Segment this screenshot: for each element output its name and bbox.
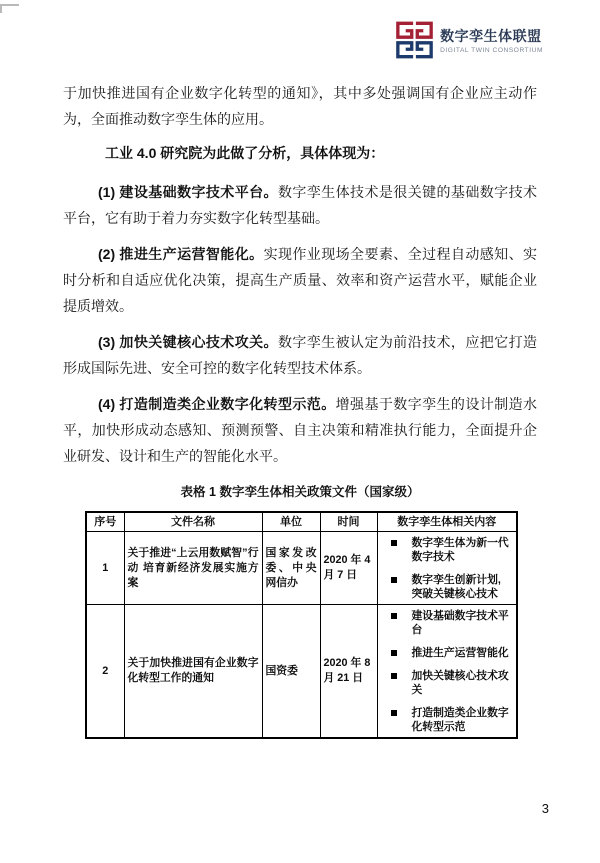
logo-subtitle: DIGITAL TWIN CONSORTIUM bbox=[440, 46, 543, 54]
bullet-item bbox=[391, 669, 515, 697]
row1-content bbox=[377, 532, 517, 605]
bullet-text: 推进生产运营智能化 bbox=[411, 647, 509, 659]
item-1-lead: (1) 建设基础数字技术平台。 bbox=[98, 184, 278, 200]
bullet-text: 加快关键核心技术攻关 bbox=[411, 670, 509, 696]
bullet-text: 数字孪生创新计划, 突破关键核心技术 bbox=[411, 574, 501, 600]
paragraph-continuation: 于加快推进国有企业数字化转型的通知》，其中多处强调国有企业应主动作为，全面推动数字孪生体的应用。 bbox=[63, 87, 537, 128]
bullet-text: 建设基础数字技术平台 bbox=[411, 610, 509, 636]
row1-date: 2020 年 4 月 7 日 bbox=[320, 532, 377, 605]
page-corner-mark bbox=[0, 4, 19, 13]
item-2-lead: (2) 推进生产运营智能化。 bbox=[98, 246, 264, 262]
col-header-date: 时间 bbox=[320, 512, 377, 532]
table-header-row bbox=[86, 512, 517, 532]
square-bullet-icon bbox=[391, 650, 397, 656]
square-bullet-icon bbox=[391, 540, 397, 546]
row1-doc-name: 关于推进“上云用数赋智”行动 培育新经济发展实施方案 bbox=[124, 532, 262, 605]
table-row-1 bbox=[86, 532, 517, 605]
paragraph-item-1 bbox=[63, 179, 537, 233]
logo-title: 数字孪生体联盟 bbox=[440, 27, 542, 44]
square-bullet-icon bbox=[391, 710, 397, 716]
square-bullet-icon bbox=[391, 577, 397, 583]
row1-no: 1 bbox=[86, 532, 124, 605]
bullet-item bbox=[391, 573, 515, 601]
row2-doc-name: 关于加快推进国有企业数字化转型工作的通知 bbox=[124, 605, 262, 739]
paragraph-heading: 工业 4.0 研究院为此做了分析，具体体现为： bbox=[105, 145, 385, 161]
bullet-item bbox=[391, 609, 515, 637]
header-logo bbox=[396, 21, 543, 59]
table-row-2 bbox=[86, 605, 517, 739]
row1-org: 国家发改委、中央网信办 bbox=[262, 532, 320, 605]
dtc-logo-icon bbox=[396, 21, 433, 59]
paragraph-item-4 bbox=[63, 391, 537, 471]
paragraph-item-3 bbox=[63, 329, 537, 383]
page-number: 3 bbox=[541, 801, 549, 816]
bullet-text: 数字孪生体为新一代数字技术 bbox=[411, 537, 509, 563]
row2-no: 2 bbox=[86, 605, 124, 739]
policy-table bbox=[85, 511, 518, 739]
col-header-org: 单位 bbox=[262, 512, 320, 532]
square-bullet-icon bbox=[391, 613, 397, 619]
row2-content bbox=[377, 605, 517, 739]
item-1-body: 数字孪生体技术是很关键的基础数字技术平台，它有助于着力夯实数字化转型基础。 bbox=[63, 186, 538, 227]
paragraph-item-2 bbox=[63, 241, 537, 321]
bullet-item bbox=[391, 536, 515, 564]
square-bullet-icon bbox=[391, 673, 397, 679]
item-3-body: 数字孪生被认定为前沿技术，应把它打造形成国际先进、安全可控的数字化转型技术体系。 bbox=[63, 336, 538, 377]
table-caption: 表格 1 数字孪生体相关政策文件（国家级） bbox=[180, 485, 420, 499]
page-content bbox=[63, 82, 537, 739]
item-4-body: 增强基于数字孪生的设计制造水平，加快形成动态感知、预测预警、自主决策和精准执行能力，全面提升企业研发、设计和生产的智能化水平。 bbox=[63, 398, 538, 465]
row2-date: 2020 年 8 月 21 日 bbox=[320, 605, 377, 739]
item-2-body: 实现作业现场全要素、全过程自动感知、实时分析和自适应优化决策，提高生产质量、效率和资产运营水平，赋能企业提质增效。 bbox=[63, 248, 538, 315]
row2-org: 国资委 bbox=[262, 605, 320, 739]
bullet-text: 打造制造类企业数字化转型示范 bbox=[411, 707, 509, 733]
item-4-lead: (4) 打造制造类企业数字化转型示范。 bbox=[98, 396, 336, 412]
bullet-item bbox=[391, 706, 515, 734]
col-header-content: 数字孪生体相关内容 bbox=[377, 512, 517, 532]
logo-text bbox=[440, 26, 543, 55]
item-3-lead: (3) 加快关键核心技术攻关。 bbox=[98, 334, 278, 350]
col-header-no: 序号 bbox=[86, 512, 124, 532]
bullet-item bbox=[391, 646, 515, 660]
col-header-doc: 文件名称 bbox=[124, 512, 262, 532]
